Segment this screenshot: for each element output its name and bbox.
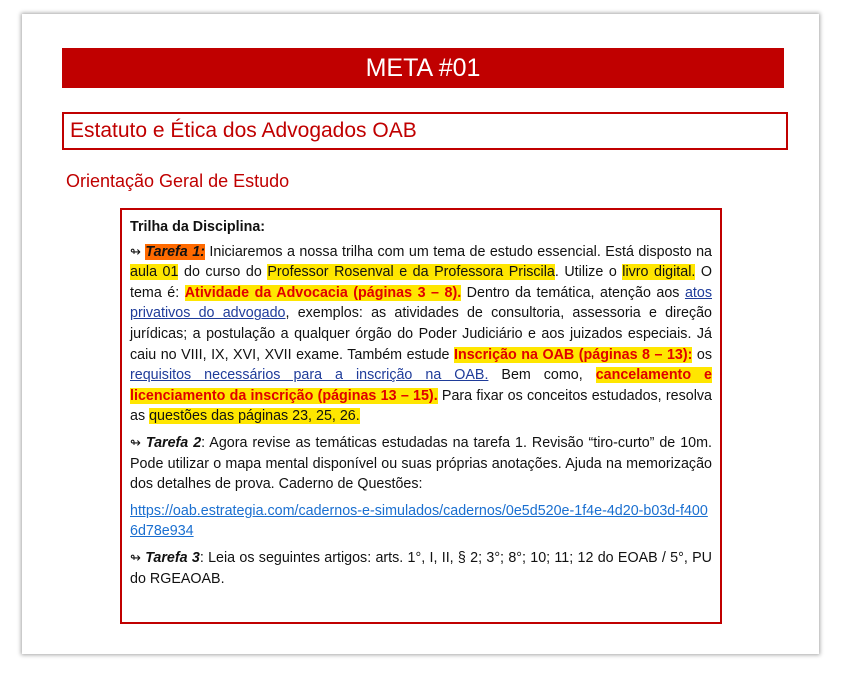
highlight-inscricao: Inscrição na OAB (páginas 8 – 13): (454, 346, 693, 363)
subject-title: Estatuto e Ética dos Advogados OAB (62, 112, 788, 150)
caderno-questoes-link[interactable]: https://oab.estrategia.com/cadernos-e-simulados/cadernos/0e5d520e-1f4e-4d20-b03d-f4006d78e934 (130, 502, 708, 540)
link-atos-privativos[interactable]: atos privativos do advogado (130, 284, 712, 322)
trilha-box (120, 208, 722, 624)
text: , exemplos: as atividades de consultoria, assessoria e direção jurídicas; a postulação a qualquer órgão do Poder Judiciário e aos juizados especiais. Já caiu no VIII, IX, XVI, XVII exame. Também estude (130, 305, 712, 363)
text: . Utilize o (554, 264, 623, 281)
document-page (22, 14, 819, 654)
highlight-questoes: questões das páginas 23, 25, 26. (149, 408, 360, 425)
highlight-cancelamento: cancelamento e licenciamento da inscrição (páginas 13 – 15). (130, 367, 712, 404)
task-2-label: Tarefa 2 (145, 434, 202, 451)
text: Dentro da temática, atenção aos (461, 284, 685, 301)
highlight-professor: Professor Rosenval e da Professora Priscila (267, 264, 555, 281)
task-1-paragraph (130, 242, 712, 427)
highlight-livro: livro digital. (622, 264, 696, 281)
task-2-paragraph (130, 433, 712, 495)
highlight-atividade: Atividade da Advocacia (páginas 3 – 8). (184, 284, 462, 301)
text: O tema é: (130, 264, 713, 301)
task-1-label: Tarefa 1 (145, 243, 201, 260)
text: Iniciaremos a nossa trilha com um tema de estudo essencial. Está disposto na (204, 243, 712, 260)
task-3-paragraph (130, 548, 712, 589)
text: Bem como, (488, 367, 596, 384)
orientation-heading: Orientação Geral de Estudo (66, 171, 290, 191)
trilha-title: Trilha da Disciplina: (130, 219, 266, 235)
arrow-icon: ↬ (130, 243, 141, 259)
text: : Agora revise as temáticas estudadas na tarefa 1. Revisão “tiro-curto” de 10m. Pode utilizar o mapa mental disponível ou suas próprias anotações. Ajuda na memorização dos detalhes de prova. Caderno de Questões: (130, 434, 713, 493)
arrow-icon: ↬ (130, 549, 141, 565)
arrow-icon: ↬ (130, 434, 141, 450)
highlight-aula: aula 01 (130, 264, 179, 281)
task-3-label: Tarefa 3 (145, 549, 200, 566)
task-2-url-paragraph (130, 501, 712, 542)
link-requisitos[interactable]: requisitos necessários para a inscrição na OAB. (130, 367, 489, 384)
text: : Leia os seguintes artigos: arts. 1°, I, II, § 2; 3°; 8°; 10; 11; 12 do EOAB / 5°, PU do RGEAOAB. (130, 549, 712, 587)
meta-title-bar: META #01 (62, 48, 784, 88)
text: os (692, 346, 712, 363)
text: Para fixar os conceitos estudados, resolva as (130, 387, 712, 425)
text: do curso do (178, 264, 268, 281)
task-1-colon: : (200, 243, 205, 260)
